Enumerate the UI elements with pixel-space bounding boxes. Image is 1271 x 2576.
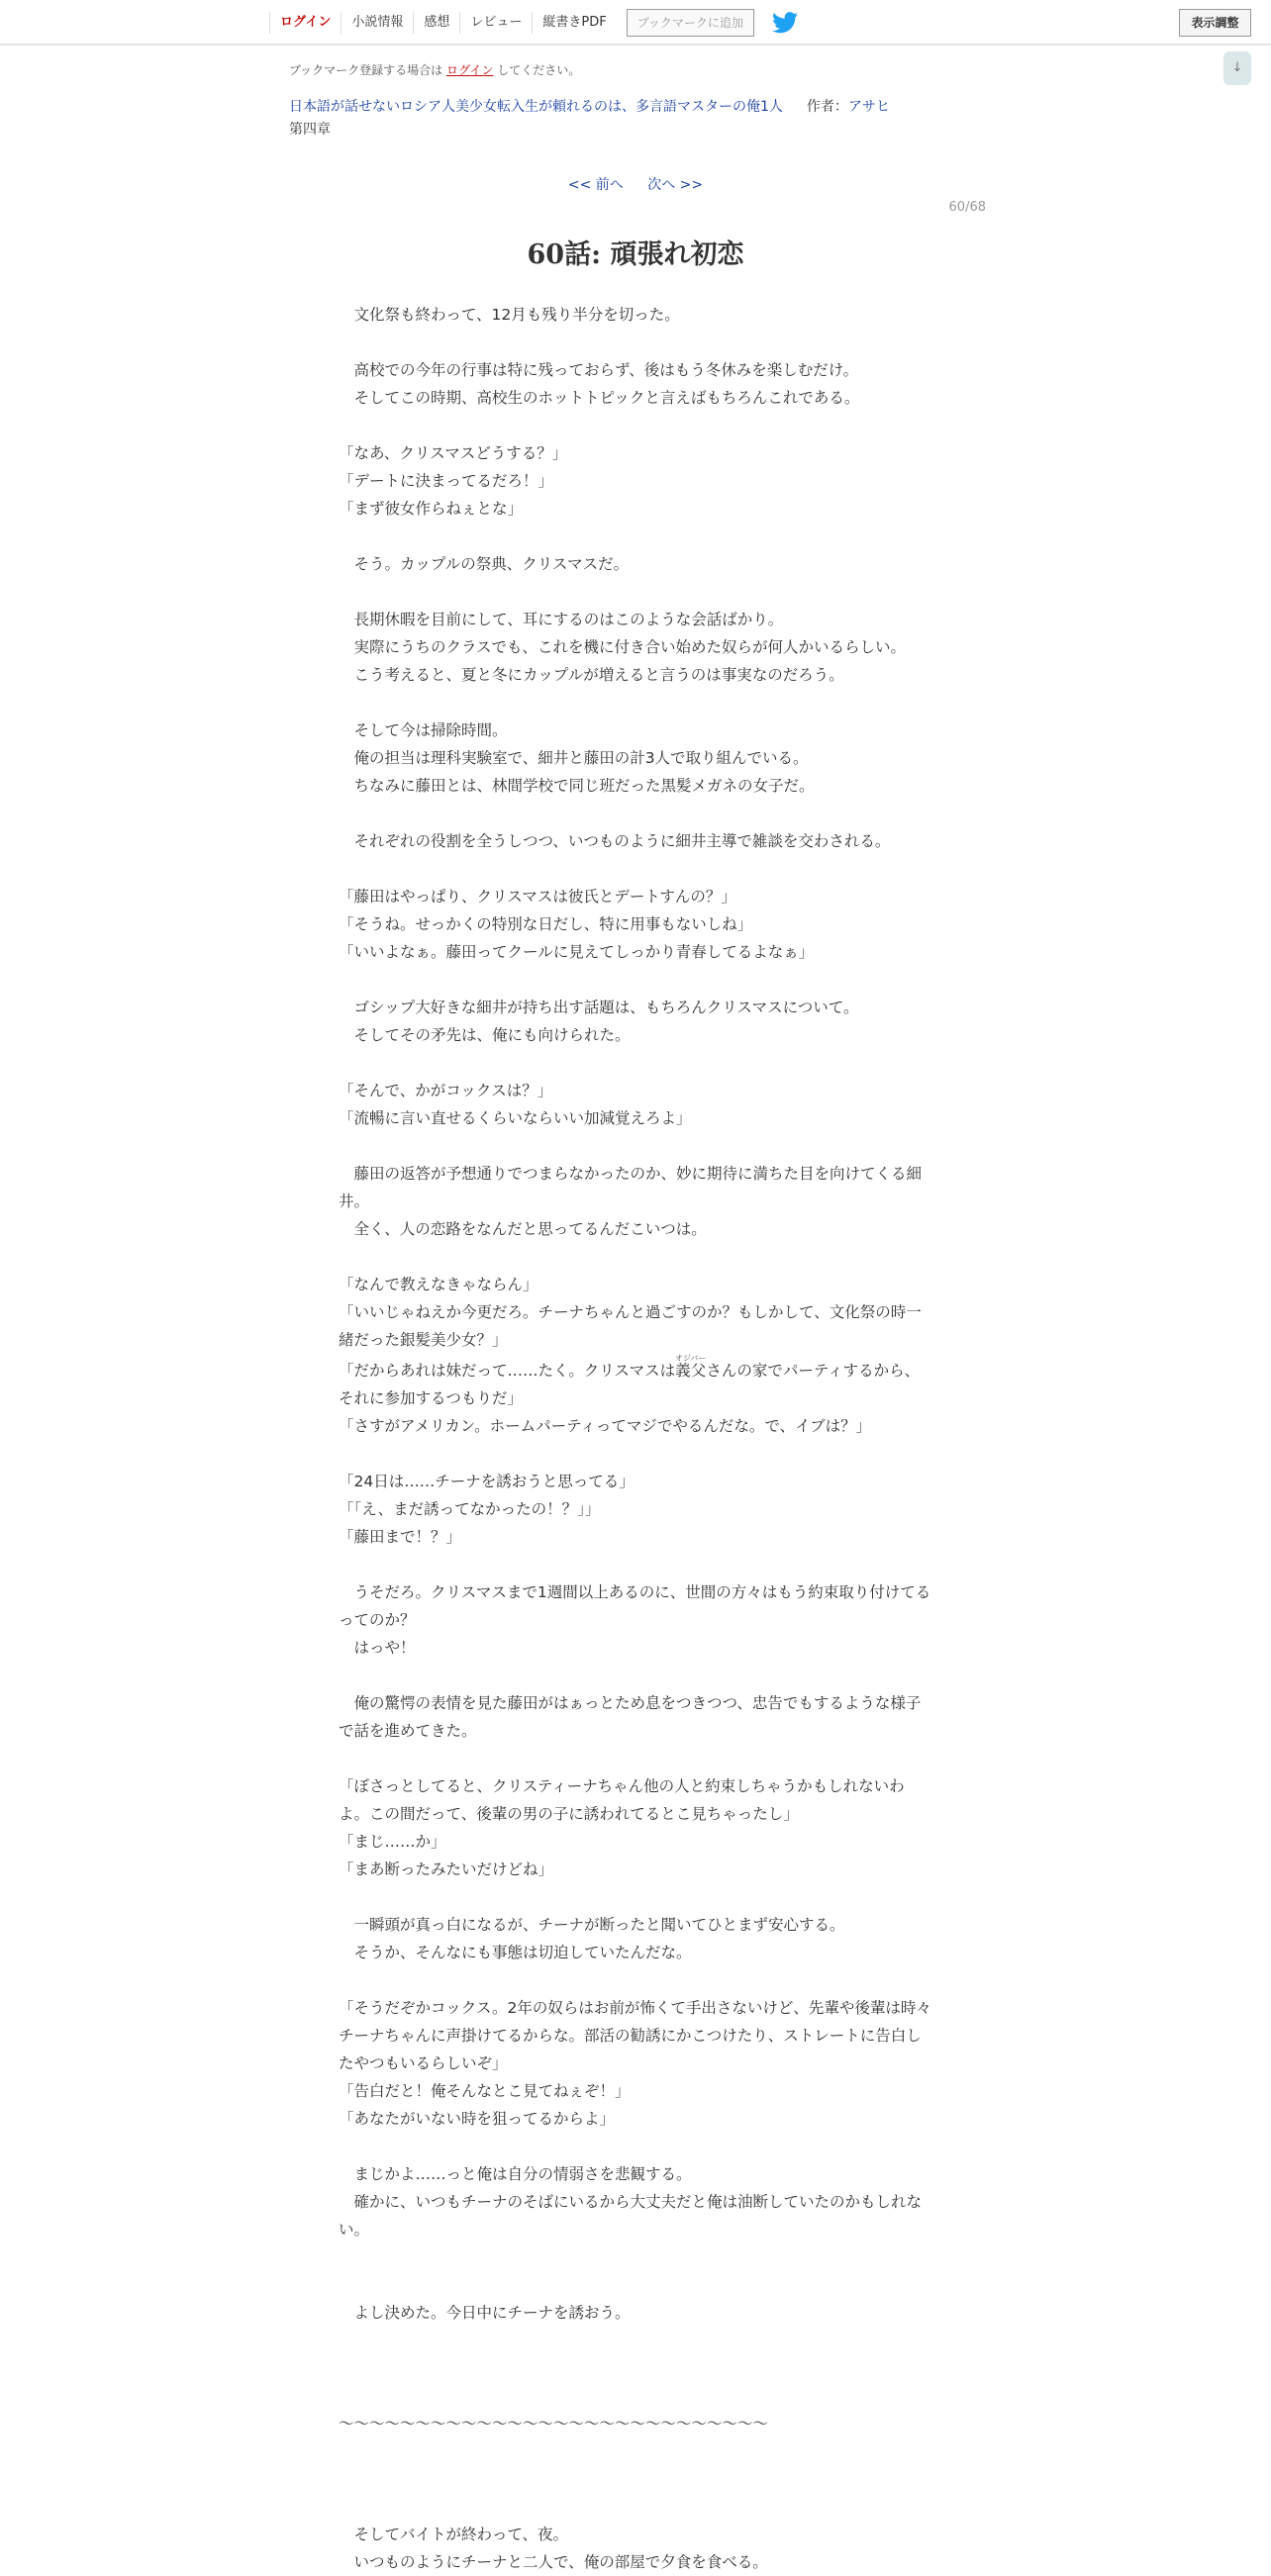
body-line	[339, 855, 934, 883]
body-line: ゴシップ大好きな細井が持ち出す話題は、もちろんクリスマスについて。	[339, 999, 859, 1016]
body-line	[339, 2271, 934, 2299]
body-line	[339, 2327, 934, 2354]
body-line: 「24日は……チーナを誘おうと思ってる」	[339, 1473, 635, 1490]
body-line	[339, 800, 934, 827]
series-info	[289, 96, 890, 116]
episode-counter: 60/68	[948, 200, 986, 215]
body-line	[339, 1440, 934, 1468]
body-line: 「なんで教えなきゃならん」	[339, 1276, 538, 1293]
body-line: 「まあ断ったみたいだけどね」	[339, 1860, 554, 1878]
body-line: 文化祭も終わって、12月も残り半分を切った。	[339, 306, 680, 324]
episode-title: 60話: 頑張れ初恋	[527, 239, 744, 270]
body-line: 「あなたがいない時を狙ってるからよ」	[339, 2110, 616, 2128]
body-line	[339, 1662, 934, 1689]
body-line: 「藤田はやっぱり、クリスマスは彼氏とデートすんの？」	[339, 888, 736, 906]
body-line: ～～～～～～～～～～～～～～～～～～～～～～～～～～～～	[339, 2415, 769, 2433]
body-line: 確かに、いつもチーナのそばにいるから大丈夫だと俺は油断していたのかもしれない。	[339, 2193, 923, 2239]
body-line: 「そうだぞかコックス。2年の奴らはお前が怖くて手出さないけど、先輩や後輩は時々チーナちゃんに声掛けてるからな。部活の勧誘にかこつけたり、ストレートに告白したやつもいるらしいぞ」	[339, 1999, 931, 2072]
body-line: そう。カップルの祭典、クリスマスだ。	[339, 555, 630, 573]
series-title-link[interactable]: 日本語が話せないロシア人美少女転入生が頼れるのは、多言語マスターの俺1人	[289, 99, 783, 115]
body-line: 俺の担当は理科実験室で、細井と藤田の計3人で取り組んでいる。	[339, 749, 809, 767]
body-line: そしてバイトが終わって、夜。	[339, 2526, 569, 2543]
novel-info-link[interactable]: 小説情報	[341, 12, 413, 34]
body-line	[339, 329, 934, 356]
body-line	[339, 2465, 934, 2493]
body-line: 俺の驚愕の表情を見た藤田がはぁっとため息をつきつつ、忠告でもするような様子で話を進めてきた。	[339, 1694, 922, 1740]
body-line: いつものようにチーナと二人で、俺の部屋で夕食を食べる。	[339, 2553, 768, 2571]
body-line: 「そうね。せっかくの特別な日だし、特に用事もないしね」	[339, 915, 753, 933]
body-line: そしてこの時期、高校生のホットトピックと言えばもちろんこれである。	[339, 389, 860, 407]
body-line: 「藤田まで！？」	[339, 1528, 462, 1546]
body-line	[339, 1745, 934, 1772]
body-line: 「流暢に言い直せるくらいならいい加減覚えろよ」	[339, 1109, 692, 1127]
body-line: 藤田の返答が予想通りでつまらなかったのか、妙に期待に満ちた目を向けてくる細井。	[339, 1165, 923, 1210]
login-link[interactable]: ログイン	[269, 12, 341, 34]
body-line	[339, 1243, 934, 1271]
body-line: 「告白だと！俺そんなとこ見てねぇぞ！」	[339, 2082, 631, 2100]
body-line	[339, 1966, 934, 1994]
body-line: 全く、人の恋路をなんだと思ってるんだこいつは。	[339, 1220, 707, 1238]
body-line: 「まず彼女作らねぇとな」	[339, 500, 524, 518]
body-line: 「まじ……か」	[339, 1833, 446, 1851]
body-line: こう考えると、夏と冬にカップルが増えると言うのは事実なのだろう。	[339, 666, 844, 684]
body-line: 「ぼさっとしてると、クリスティーナちゃん他の人と約束しちゃうかもしれないわよ。この間だって、後輩の男の子に誘われてるとこ見ちゃったし」	[339, 1777, 905, 1823]
impressions-link[interactable]: 感想	[413, 12, 459, 34]
body-line	[339, 2133, 934, 2160]
body-line: 「デートに決まってるだろ！」	[339, 472, 554, 490]
author-label: 作者：	[806, 99, 848, 115]
body-line: 高校での今年の行事は特に残っておらず、後はもう冬休みを楽しむだけ。	[339, 361, 859, 379]
body-line	[339, 2243, 934, 2271]
body-line: 「さすがアメリカン。ホームパーティってマジでやるんだな。で、イブは？」	[339, 1417, 872, 1435]
body-line: まじかよ……っと俺は自分の情弱さを悲観する。	[339, 2165, 692, 2183]
body-line	[339, 523, 934, 550]
body-line: 「なあ、クリスマスどうする？」	[339, 444, 568, 462]
body-line	[339, 1551, 934, 1578]
body-line: そして今は掃除時間。	[339, 721, 508, 739]
body-line: 「いいよなぁ。藤田ってクールに見えてしっかり青春してるよなぁ」	[339, 943, 815, 961]
vertical-pdf-link[interactable]: 縦書きPDF	[532, 12, 616, 34]
notice-text-before: ブックマーク登録する場合は	[289, 63, 443, 77]
body-line	[339, 2382, 934, 2410]
body-line	[339, 1132, 934, 1160]
episode-pager	[0, 174, 1271, 194]
body-line	[339, 2493, 934, 2521]
notice-text-after: してください。	[497, 63, 581, 77]
body-line: はっや！	[339, 1639, 416, 1657]
author-link[interactable]: アサヒ	[847, 99, 890, 115]
body-line: それぞれの役割を全うしつつ、いつものように細井主導で雑談を交わされる。	[339, 832, 891, 850]
notice-login-link[interactable]: ログイン	[446, 63, 494, 77]
novel-body	[339, 301, 934, 2576]
body-line: 長期休暇を目前にして、耳にするのはこのような会話ばかり。	[339, 611, 784, 628]
add-bookmark-button[interactable]: ブックマークに追加	[627, 9, 754, 37]
body-line	[339, 1883, 934, 1911]
body-line	[339, 578, 934, 606]
display-settings-button[interactable]: 表示調整	[1179, 9, 1251, 37]
body-line: 「だからあれは妹だって……たく。クリスマスは義父オジバーさんの家でパーティするから、それに参加するつもりだ」	[339, 1354, 921, 1407]
chapter-title: 第四章	[289, 122, 331, 138]
body-line: そしてその矛先は、俺にも向けられた。	[339, 1026, 631, 1044]
body-line: そうか、そんなにも事態は切迫していたんだな。	[339, 1944, 692, 1961]
body-line: 一瞬頭が真っ白になるが、チーナが断ったと聞いてひとまず安心する。	[339, 1916, 845, 1934]
body-line: 「いいじゃねえか今更だろ。チーナちゃんと過ごすのか？もしかして、文化祭の時一緒だった銀髪美少女？」	[339, 1303, 922, 1349]
top-navigation-bar	[0, 0, 1271, 46]
body-line: うそだろ。クリスマスまで1週間以上あるのに、世間の方々はもう約束取り付けてるってのか？	[339, 1583, 931, 1629]
scroll-down-button[interactable]: ↓	[1223, 51, 1251, 85]
body-line: ちなみに藤田とは、林間学校で同じ班だった黒髪メガネの女子だ。	[339, 777, 815, 795]
bookmark-login-notice	[289, 61, 580, 78]
body-line	[339, 2437, 934, 2465]
body-line: よし決めた。今日中にチーナを誘おう。	[339, 2304, 631, 2322]
body-line: 「「え、まだ誘ってなかったの！？」」	[339, 1500, 601, 1518]
body-line: 「そんで、かがコックスは？」	[339, 1082, 553, 1099]
prev-episode-link[interactable]: << 前へ	[567, 177, 624, 193]
body-line	[339, 689, 934, 716]
body-line	[339, 412, 934, 439]
nav-menu	[269, 0, 798, 46]
body-line	[339, 1049, 934, 1077]
next-episode-link[interactable]: 次へ >>	[647, 177, 704, 193]
twitter-icon[interactable]	[772, 12, 798, 34]
body-line	[339, 2354, 934, 2382]
body-line	[339, 966, 934, 994]
review-link[interactable]: レビュー	[459, 12, 532, 34]
body-line: 実際にうちのクラスでも、これを機に付き合い始めた奴らが何人かいるらしい。	[339, 638, 907, 656]
ruby-text: 義父オジバー	[674, 1354, 707, 1380]
